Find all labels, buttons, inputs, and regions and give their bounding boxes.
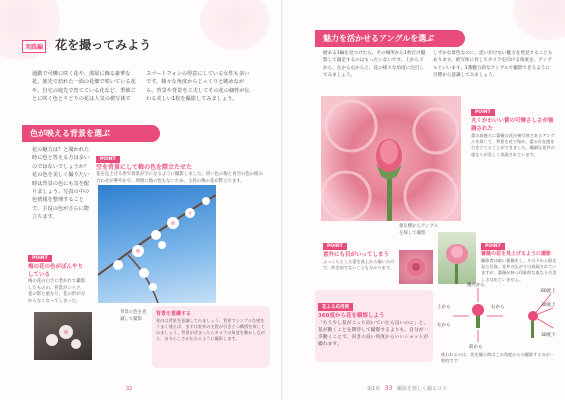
point-body: 花を見上げる形で背景が空になるように撮影しました。淡い色の梅と青空の色の組み合わせが華やかで、周囲に他の色もないため、主役の梅の花が際立ちます。	[96, 172, 263, 184]
angle-diagram-svg	[433, 280, 563, 350]
point-body: ふっくらとした蕾を真上から覗いたので、咲き頃でないことも分かります。	[323, 259, 395, 271]
intro-text-col2: しずかな景色なのに、思いがけない魅力を発見することもあります。被写体に対してカメラを向ける角度を、アングルといいます。1番魅力的なアングルで撮影できるように目標から意識してみましょう。	[433, 51, 553, 79]
flower-decoration	[513, 0, 565, 40]
point-title: 梅の花の色がぼんやりしている	[28, 264, 84, 278]
point-body: 梅の花の白さに惹かれて撮影したものの、背景がシック、花の影と重なり、花の形が分からなくなってしまった。	[28, 279, 86, 304]
point-tag: POINT	[481, 243, 505, 250]
plum-blossom-photo	[98, 185, 216, 303]
point-box	[96, 145, 266, 184]
section-body: 花の魅力は？と聞かれた時に色と答える方は多いのではないでしょうか？ 花の色を美しく撮りたい時は背景の色にも気を配りましょう。写真の中の色情報を整理することで、主役の色がさらに際立ちます。	[32, 147, 90, 221]
bubble-body: 室内は背景を意識してみましょう。背景でシンプルな壁をうまく使えば、まずは室外の主役が引き立つ構図を探してみましょう。背景が決まったらカメラの角度を動かしながら、自分らしさが伝わるように撮影します。	[156, 318, 265, 341]
diagram-label: 60度上	[541, 289, 556, 294]
intro-text-col2: スマートフォンの得意にしている女性も多いです。様々な角度からじっくりと眺めながら、背景や背景を工夫してその花の個性が伝わる美しい1枚を撮影してみましょう。	[146, 71, 250, 103]
left-page	[0, 0, 282, 400]
chapter-label: 第1章	[367, 386, 381, 392]
chapter-title: 撮影を楽しく撮るコツ	[397, 386, 448, 392]
point-box-2	[28, 244, 88, 305]
diagram-label: 左から	[437, 323, 451, 328]
photo-callout: 背景の色を意識して撮影	[120, 310, 147, 322]
section-heading: 魅力を活かせるアングルを選ぶ	[315, 30, 465, 47]
bubble-title: 背景を意識する	[156, 311, 192, 317]
rose-bud-photo	[321, 96, 461, 221]
page-number: 32	[126, 386, 133, 392]
point-box-2	[323, 232, 395, 271]
section-heading: 色が映える背景を選ぶ	[22, 125, 160, 142]
point-body: 撮影者は暗い薔薇をし、その下から仰ぎ見た写真。花弁の広がりは表現されていますが、薔薇が持つ印象的な重なりの美しさは出ていません。	[481, 258, 557, 282]
tips-title: 360度から花を観察しよう	[318, 313, 385, 319]
diagram-label: 右から	[491, 305, 505, 310]
point-tag: POINT	[28, 255, 52, 262]
point-tag: POINT	[471, 109, 495, 116]
intro-text-col1: 歴ある1輪を見つけたら、その場所から1枚だけ撮影して満足するのはもったいないです。上から下から、左から右からと、花の様々な角度に注目してみましょう。	[323, 51, 426, 79]
page-title: 花を撮ってみよう	[55, 38, 152, 52]
lesson-title	[22, 34, 151, 53]
tips-tag: 花よる応用例	[318, 303, 353, 311]
plum-dark-photo	[34, 312, 92, 360]
rose-top-photo	[399, 250, 433, 284]
point-title: 薔薇の花を見上げるように撮影	[481, 251, 552, 257]
page-number: 33	[384, 385, 393, 392]
point-title: 意外にも目がいってしまう	[323, 252, 390, 258]
diagram-label: 後ろから	[467, 283, 485, 288]
chapter-footer	[367, 385, 447, 392]
tips-body: 「もう少し花がこっち向いていたら良いのに」と、花が動くことを期待して撮影するよりも、自分が一歩動くことで、向きの良い角度からいいショットが撮れます。	[318, 321, 429, 347]
point-title: 空を背景にして梅の色を際立たせた	[96, 164, 193, 171]
point-body: 蕾の真後ろに薔薇の花が被写体であるアングルを探して、背景を花で埋め、蕾の存在感を引き立てることができました。繊細な花弁の重なりが美しく表現されています。	[471, 133, 555, 157]
point-title: 丸くかわいい蕾の可憐さしさが強調された	[471, 118, 554, 132]
tips-box	[315, 290, 433, 362]
diagram-label: 前から	[469, 345, 483, 350]
point-tag: POINT	[96, 156, 120, 163]
angle-callout: 蕾を横からアングルを探して撮影	[399, 224, 439, 236]
angle-diagram	[433, 280, 563, 350]
tip-bubble	[152, 306, 270, 368]
intro-text-col1: 通勤で可憐に咲く花や、部屋に飾る豪華な花、旅先で訪れた一面の花畑で咲いている花や、自宅の庭先で育てている花など、季節ごとに咲く色とりどりの花は人気の被写体で	[32, 71, 136, 103]
diagram-caption: 使われるのは、花を撮る時はこの角度からの撮影するのが一般的です	[441, 352, 555, 363]
point-box	[471, 98, 555, 158]
flower-decoration	[200, 0, 270, 50]
diagram-label: 30度下	[541, 333, 556, 338]
diagram-label: 30度上	[541, 303, 556, 308]
point-box-3	[481, 232, 557, 283]
rose-low-photo	[438, 232, 476, 284]
diagram-label: 上から	[437, 305, 451, 310]
right-page	[283, 0, 565, 400]
lesson-tag: 実践編	[22, 40, 46, 53]
point-tag: POINT	[323, 243, 347, 250]
